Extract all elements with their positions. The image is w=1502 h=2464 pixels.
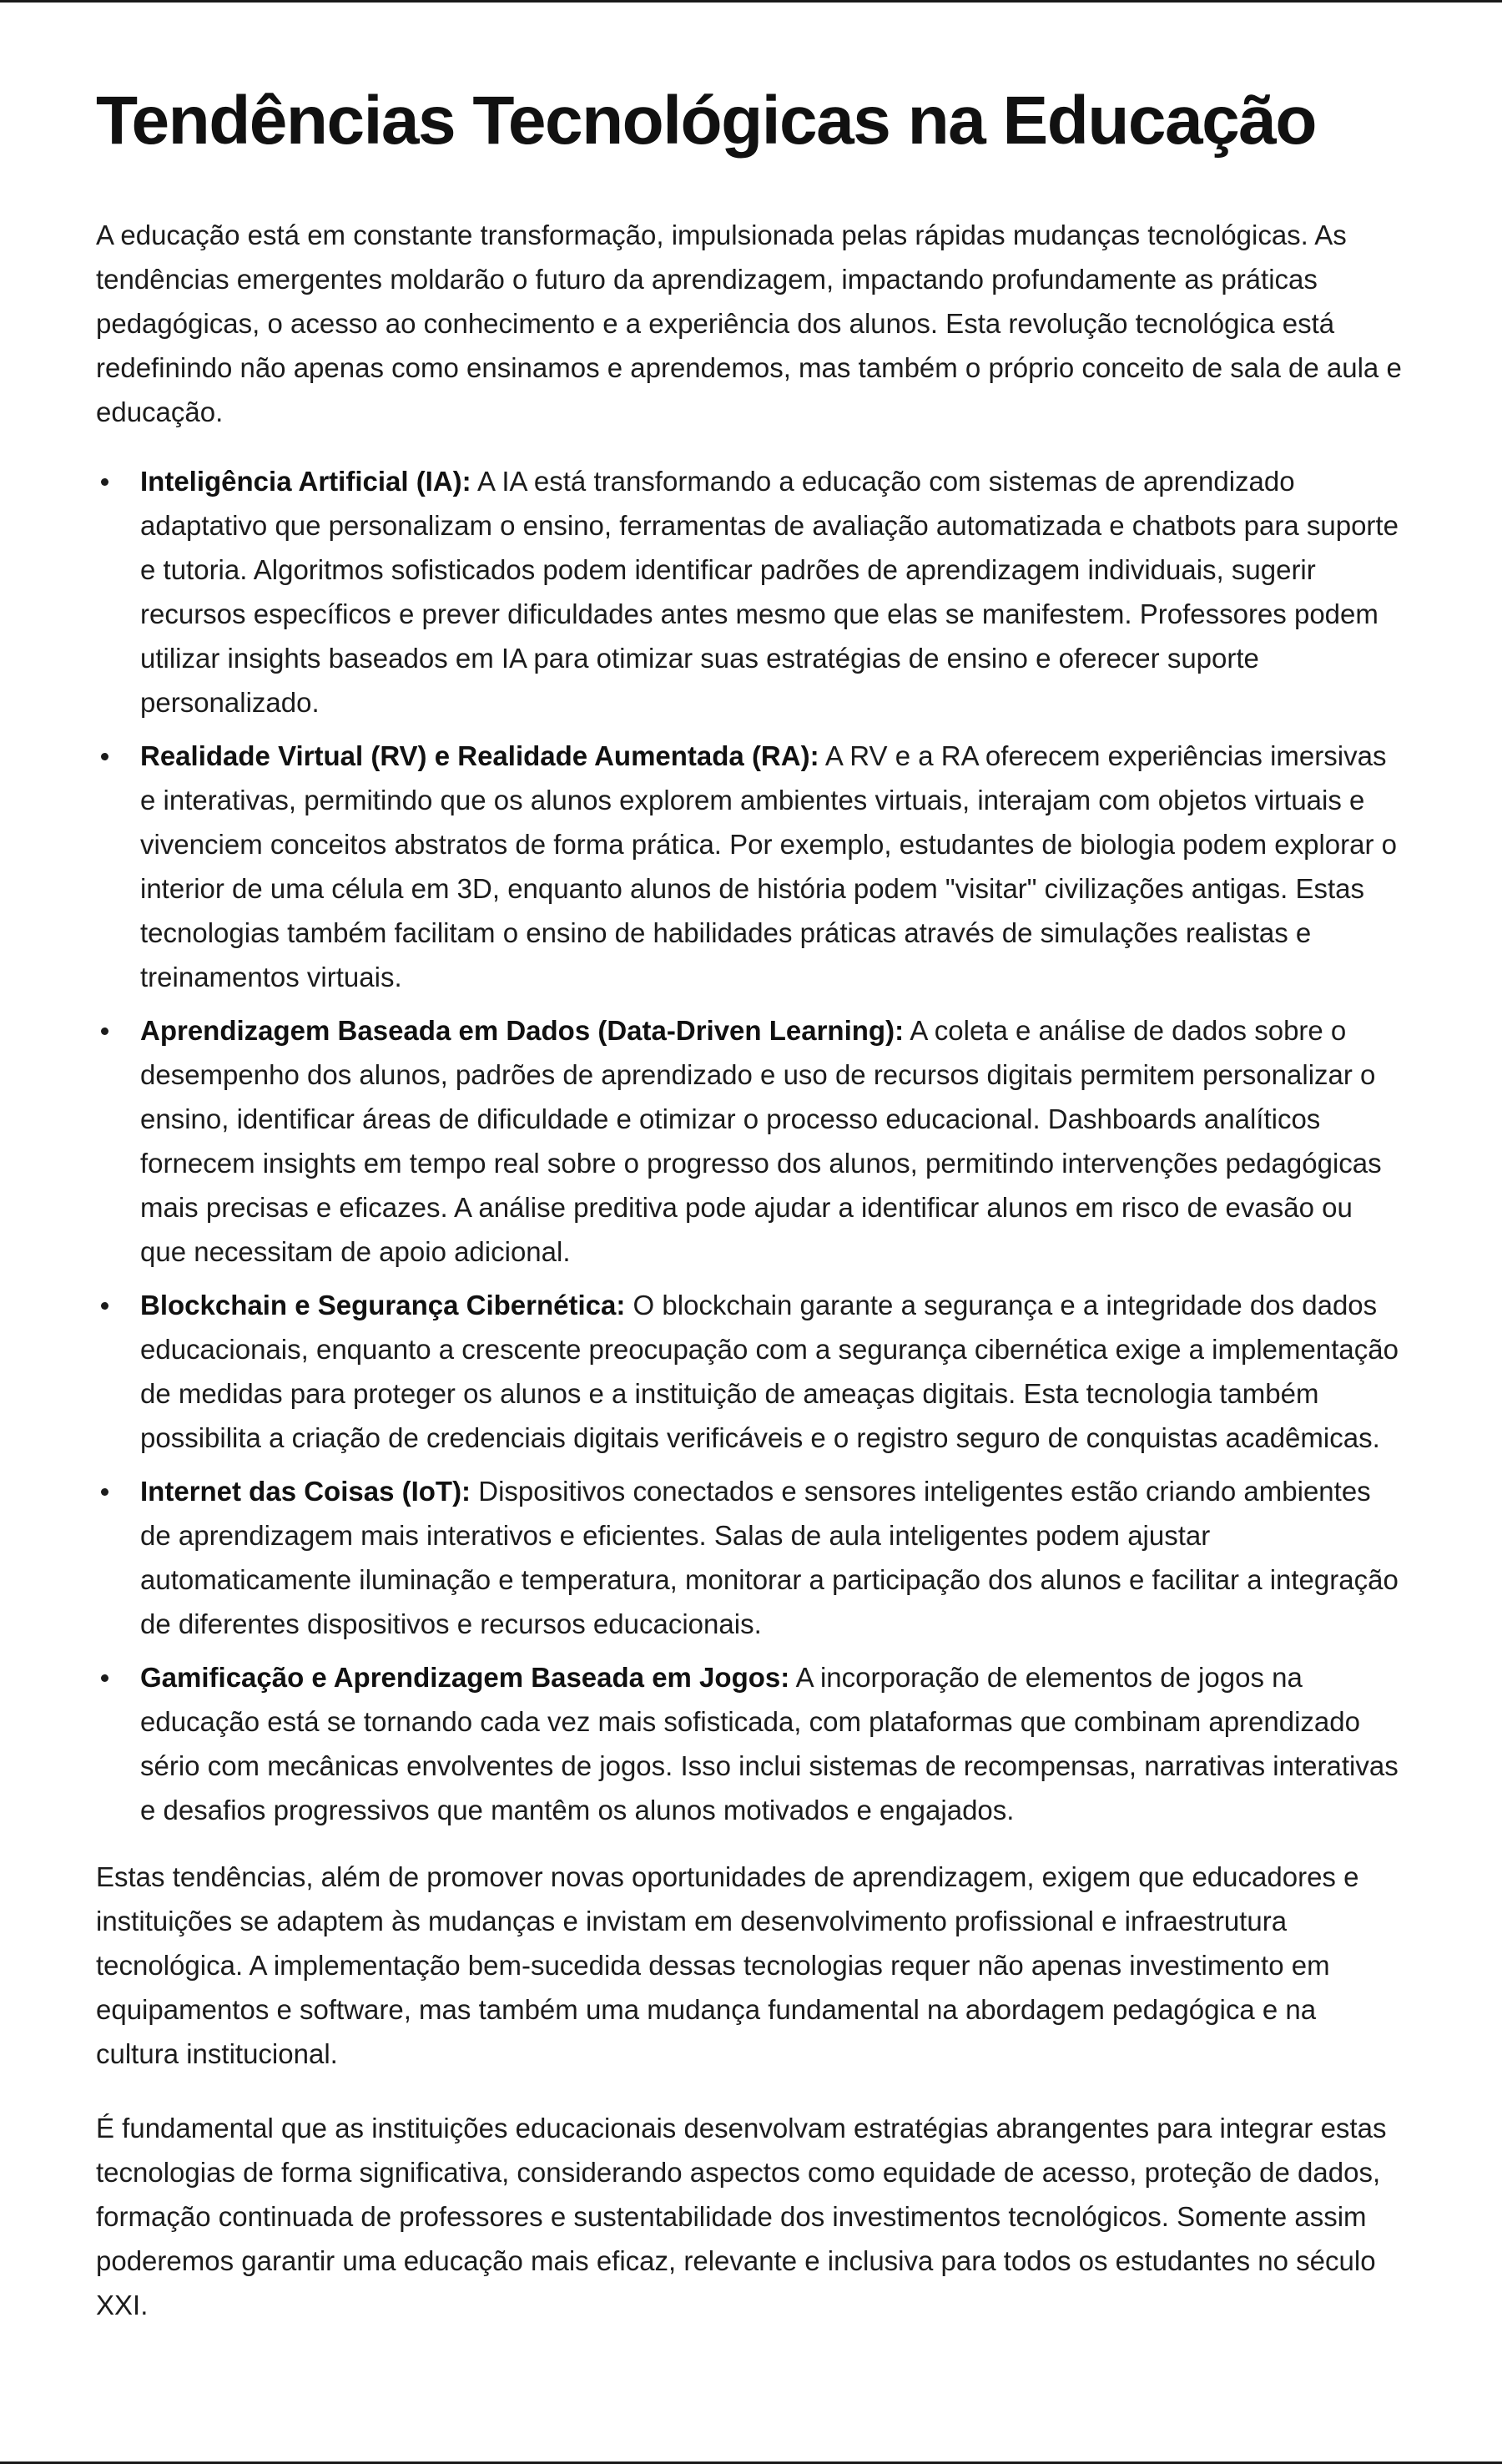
bullet-icon <box>101 753 108 760</box>
list-item <box>96 1469 1406 1646</box>
conclusion-paragraph: Estas tendências, além de promover novas oportunidades de aprendizagem, exigem que educadores e instituições se adaptem às mudanças e invistam em desenvolvimento profissional e infraestrutura tecnológica. A implementação bem-sucedida dessas tecnologias requer não apenas investimento em equipamentos e software, mas também uma mudança fundamental na abordagem pedagógica e na cultura institucional. <box>96 1861 1359 2069</box>
trend-term: Realidade Virtual (RV) e Realidade Aumentada (RA): <box>140 740 819 771</box>
trend-description: A coleta e análise de dados sobre o desempenho dos alunos, padrões de aprendizado e uso de recursos digitais permitem personalizar o ensino, identificar áreas de dificuldade e otimizar o processo educacional. Dashboards analíticos fornecem insights em tempo real sobre o progresso dos alunos, permitindo intervenções pedagógicas mais precisas e eficazes. A análise preditiva pode ajudar a identificar alunos em risco de evasão ou que necessitam de apoio adicional. <box>140 1015 1382 1267</box>
list-item <box>96 734 1406 999</box>
list-item <box>96 1655 1406 1832</box>
trend-term: Inteligência Artificial (IA): <box>140 466 471 497</box>
trend-description: A IA está transformando a educação com sistemas de aprendizado adaptativo que personalizam o ensino, ferramentas de avaliação automatizada e chatbots para suporte e tutoria. Algoritmos sofisticados podem identificar padrões de aprendizagem individuais, sugerir recursos específicos e prever dificuldades antes mesmo que elas se manifestem. Professores podem utilizar insights baseados em IA para otimizar suas estratégias de ensino e oferecer suporte personalizado. <box>140 466 1399 718</box>
bullet-icon <box>101 1488 108 1496</box>
trend-term: Gamificação e Aprendizagem Baseada em Jogos: <box>140 1662 790 1693</box>
bullet-icon <box>101 1028 108 1035</box>
closing-paragraph: É fundamental que as instituições educacionais desenvolvam estratégias abrangentes para integrar estas tecnologias de forma significativa, considerando aspectos como equidade de acesso, proteção de dados, formação continuada de professores e sustentabilidade dos investimentos tecnológicos. Somente assim poderemos garantir uma educação mais eficaz, relevante e inclusiva para todos os estudantes no século XXI. <box>96 2113 1387 2320</box>
document-page <box>0 3 1502 2327</box>
list-item <box>96 1008 1406 1274</box>
trend-term: Blockchain e Segurança Cibernética: <box>140 1290 626 1320</box>
trend-term: Internet das Coisas (IoT): <box>140 1476 471 1507</box>
list-item <box>96 459 1406 725</box>
intro-paragraph: A educação está em constante transformação, impulsionada pelas rápidas mudanças tecnológicas. As tendências emergentes moldarão o futuro da aprendizagem, impactando profundamente as práticas pedagógicas, o acesso ao conhecimento e a experiência dos alunos. Esta revolução tecnológica está redefinindo não apenas como ensinamos e aprendemos, mas também o próprio conceito de sala de aula e educação. <box>96 220 1402 427</box>
trend-description: O blockchain garante a segurança e a integridade dos dados educacionais, enquanto a crescente preocupação com a segurança cibernética exige a implementação de medidas para proteger os alunos e a instituição de ameaças digitais. Esta tecnologia também possibilita a criação de credenciais digitais verificáveis e o registro seguro de conquistas acadêmicas. <box>140 1290 1399 1453</box>
bullet-icon <box>101 1674 108 1682</box>
trend-description: Dispositivos conectados e sensores inteligentes estão criando ambientes de aprendizagem mais interativos e eficientes. Salas de aula inteligentes podem ajustar automaticamente iluminação e temperatura, monitorar a participação dos alunos e facilitar a integração de diferentes dispositivos e recursos educacionais. <box>140 1476 1399 1639</box>
trend-term: Aprendizagem Baseada em Dados (Data-Driven Learning): <box>140 1015 905 1046</box>
list-item <box>96 1283 1406 1460</box>
trends-list <box>96 459 1406 1832</box>
page-title: Tendências Tecnológicas na Educação <box>96 83 1316 159</box>
trend-description: A incorporação de elementos de jogos na educação está se tornando cada vez mais sofisticada, com plataformas que combinam aprendizado sério com mecânicas envolventes de jogos. Isso inclui sistemas de recompensas, narrativas interativas e desafios progressivos que mantêm os alunos motivados e engajados. <box>140 1662 1399 1825</box>
trend-description: A RV e a RA oferecem experiências imersivas e interativas, permitindo que os alunos explorem ambientes virtuais, interajam com objetos virtuais e vivenciem conceitos abstratos de forma prática. Por exemplo, estudantes de biologia podem explorar o interior de uma célula em 3D, enquanto alunos de história podem "visitar" civilizações antigas. Estas tecnologias também facilitam o ensino de habilidades práticas através de simulações realistas e treinamentos virtuais. <box>140 740 1397 992</box>
bullet-icon <box>101 1302 108 1310</box>
bullet-icon <box>101 478 108 486</box>
